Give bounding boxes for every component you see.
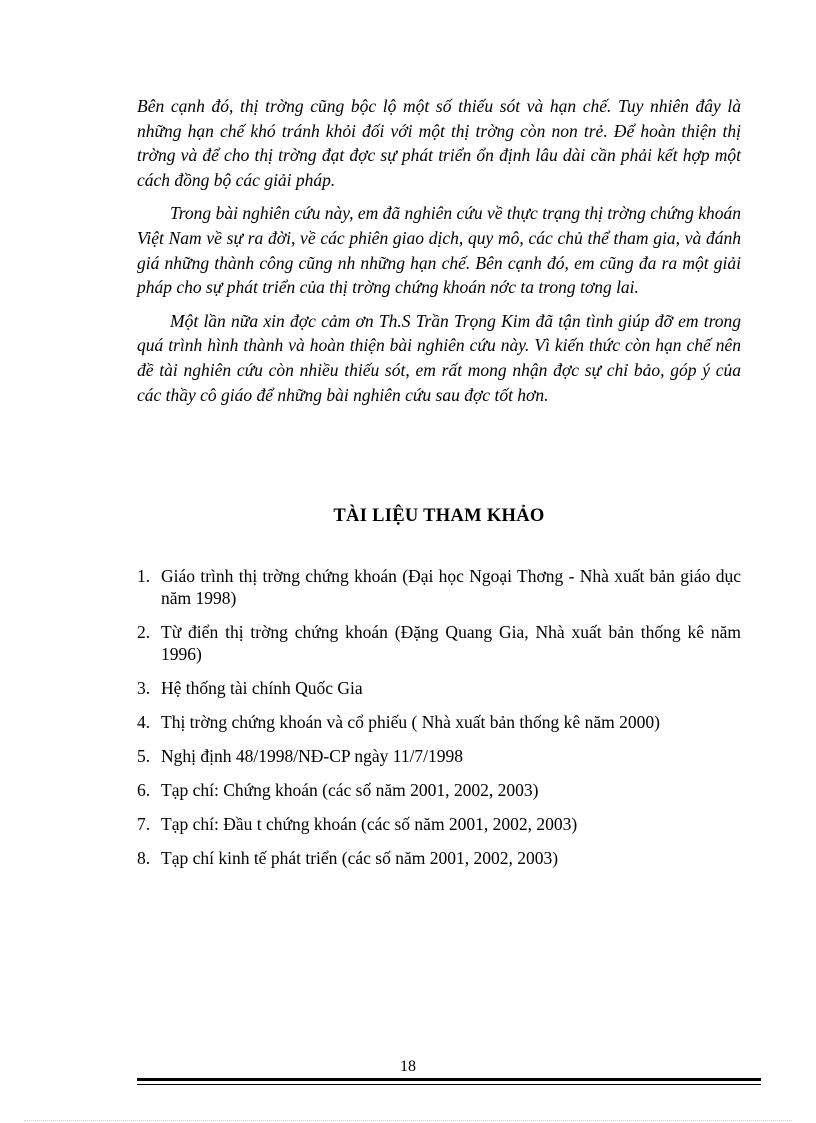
reference-text: Nghị định 48/1998/NĐ-CP ngày 11/7/1998 [161,746,464,766]
reference-item [137,621,741,665]
reference-number: 5. [137,746,151,766]
reference-number: 6. [137,780,151,800]
paragraph-acknowledgement: Một lần nữa xin đợc cảm ơn Th.S Trần Trọng Kim đã tận tình giúp đỡ em trong quá trình hình thành và hoàn thiện bài nghiên cứu này. Vì kiến thức còn hạn chế nên đề tài nghiên cứu còn nhiều thiếu sót, em rất mong nhận đợc sự chỉ bảo, góp ý của các thầy cô giáo để những bài nghiên cứu sau đợc tốt hơn. [137,310,741,405]
references-list [137,565,741,881]
reference-item [137,813,741,835]
page-edge-divider [24,1120,792,1121]
reference-text: Từ điển thị trờng chứng khoán (Đặng Quang Gia, Nhà xuất bản thống kê năm 1996) [161,622,741,664]
reference-item [137,847,741,869]
closing-section [137,94,741,416]
reference-text: Tạp chí kinh tế phát triển (các số năm 2001, 2002, 2003) [161,848,559,868]
reference-item [137,565,741,609]
reference-text: Tạp chí: Chứng khoán (các số năm 2001, 2002, 2003) [161,780,539,800]
reference-number: 3. [137,678,151,698]
references-heading: TÀI LIỆU THAM KHẢO [333,506,545,526]
reference-number: 8. [137,848,151,868]
footer-divider [137,1078,761,1085]
reference-item [137,779,741,801]
reference-number: 1. [137,566,151,586]
reference-number: 7. [137,814,151,834]
page-number: 18 [400,1058,416,1075]
reference-text: Giáo trình thị trờng chứng khoán (Đại học Ngoại Thơng - Nhà xuất bản giáo dục năm 1998) [161,566,741,608]
reference-text: Hệ thống tài chính Quốc Gia [161,678,363,698]
reference-item [137,745,741,767]
paragraph-summary: Bên cạnh đó, thị trờng cũng bộc lộ một số thiếu sót và hạn chế. Tuy nhiên đây là những hạn chế khó tránh khỏi đối với một thị trờng còn non trẻ. Để hoàn thiện thị trờng và để cho thị trờng đạt đợc sự phát triển ổn định lâu dài cần phải kết hợp một cách đồng bộ các giải pháp. [137,96,741,190]
reference-number: 2. [137,622,151,642]
reference-text: Thị trờng chứng khoán và cổ phiếu ( Nhà xuất bản thống kê năm 2000) [161,712,660,732]
reference-number: 4. [137,712,151,732]
reference-item [137,677,741,699]
reference-item [137,711,741,733]
paragraph-research-scope: Trong bài nghiên cứu này, em đã nghiên cứu về thực trạng thị trờng chứng khoán Việt Nam về sự ra đời, về các phiên giao dịch, quy mô, các chủ thể tham gia, và đánh giá những thành công cũng nh những hạn chế. Bên cạnh đó, em cũng đa ra một giải pháp cho sự phát triển của thị trờng chứng khoán nớc ta trong tơng lai. [137,203,741,298]
reference-text: Tạp chí: Đầu t chứng khoán (các số năm 2001, 2002, 2003) [161,814,578,834]
